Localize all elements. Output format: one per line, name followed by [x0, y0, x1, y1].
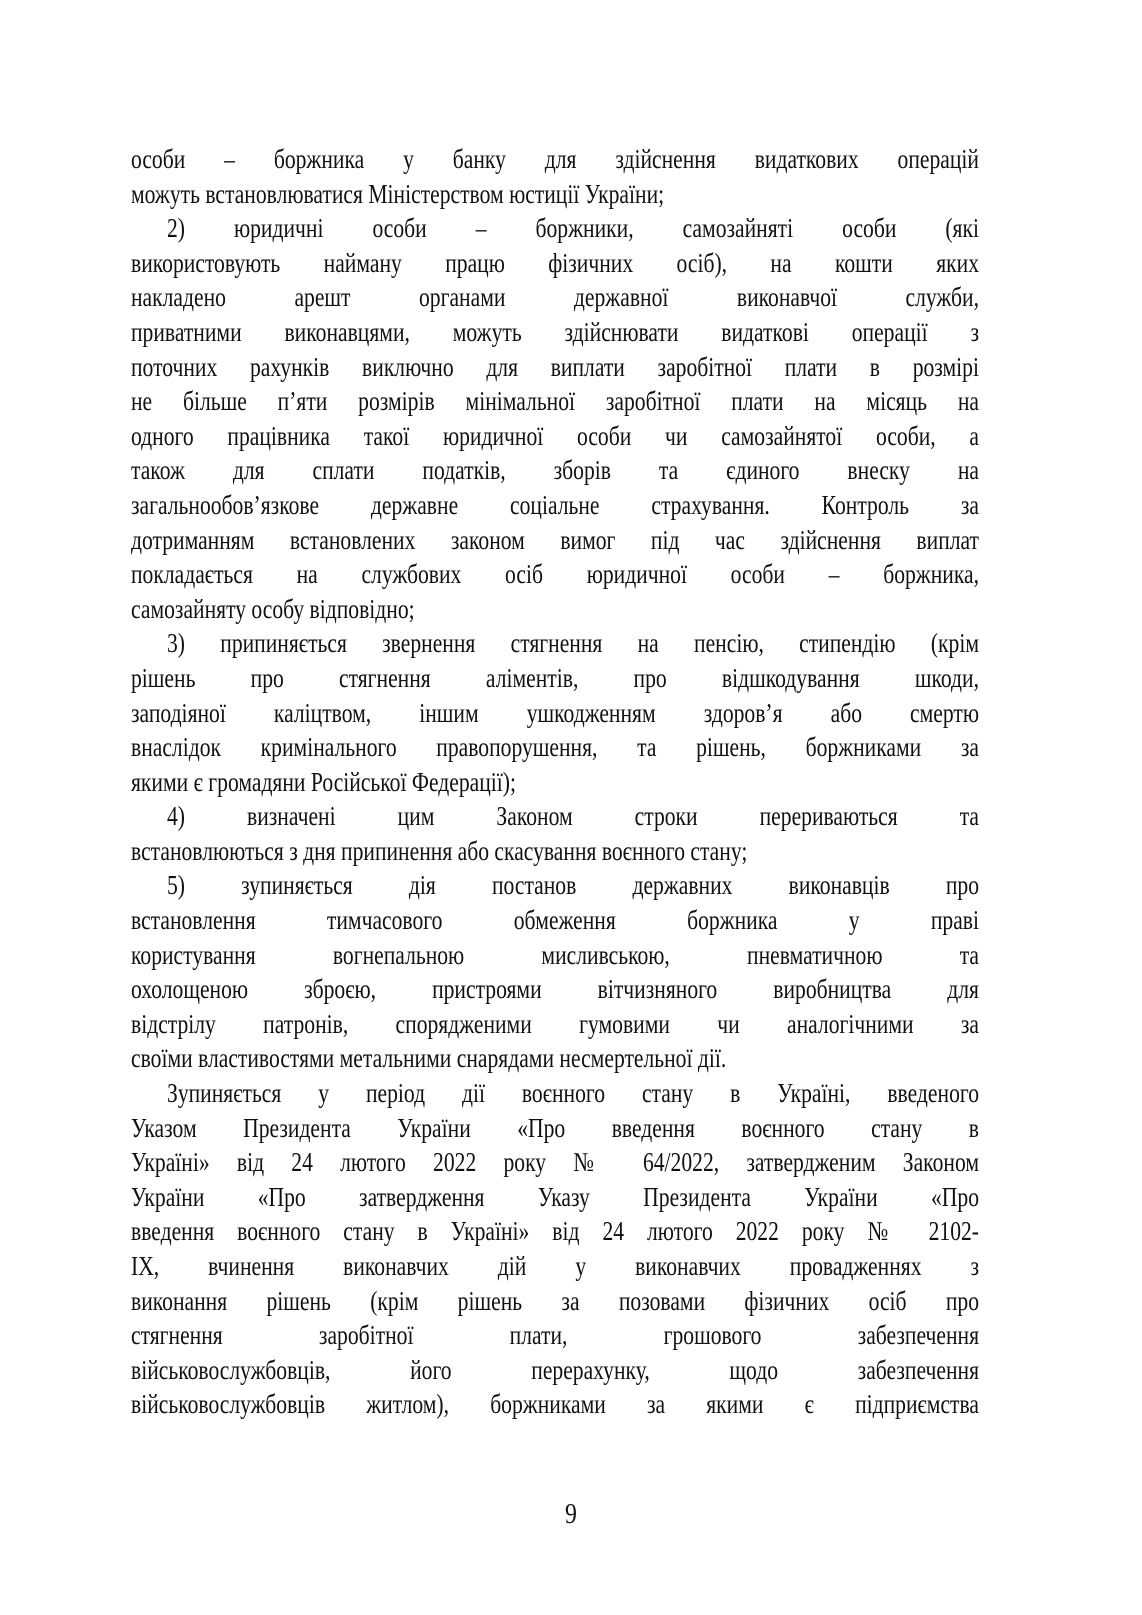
text-line-content: 3) припиняється звернення стягнення на пенсію, стипендію (крім — [167, 628, 979, 659]
text-line — [131, 1284, 979, 1319]
text-line-content: використовують найману працю фізичних осіб), на кошти яких — [131, 247, 979, 278]
text-line-content: дотриманням встановлених законом вимог під час здійснення виплат — [131, 524, 979, 555]
text-line — [131, 453, 979, 488]
text-line-content: України «Про затвердження Указу Президента України «Про — [131, 1181, 979, 1212]
text-line — [131, 177, 979, 212]
text-line — [131, 834, 979, 869]
text-line — [131, 315, 979, 350]
text-line — [131, 280, 979, 315]
text-line-content: одного працівника такої юридичної особи чи самозайнятої особи, а — [131, 420, 979, 451]
text-line — [131, 557, 979, 592]
text-line — [131, 1076, 979, 1111]
text-line — [131, 696, 979, 731]
text-line-content: заподіяної каліцтвом, іншим ушкодженням здоров’я або смертю — [131, 697, 979, 728]
text-line — [131, 246, 979, 281]
text-line-content: особи – боржника у банку для здійснення видаткових операцій — [131, 144, 979, 174]
text-line — [131, 1145, 979, 1180]
text-line — [131, 1041, 979, 1076]
text-line — [131, 730, 979, 765]
text-line-content: не більше п’яти розмірів мінімальної заробітної плати на місяць на — [131, 386, 979, 417]
text-line-content: якими є громадяни Російської Федерації); — [131, 766, 516, 797]
text-line — [131, 765, 979, 800]
text-line-content: виконання рішень (крім рішень за позовами фізичних осіб про — [131, 1285, 979, 1316]
text-line — [131, 868, 979, 903]
body-text — [131, 142, 979, 1422]
text-line — [131, 1387, 979, 1422]
text-line-content: військовослужбовців житлом), боржниками за якими є підприємства — [131, 1389, 979, 1420]
text-line — [131, 350, 979, 385]
text-line-content: покладається на службових осіб юридичної особи – боржника, — [131, 559, 979, 590]
text-line — [131, 1111, 979, 1146]
text-line — [131, 1007, 979, 1042]
text-line-content: поточних рахунків виключно для виплати заробітної плати в розмірі — [131, 351, 979, 382]
text-line-content: загальнообов’язкове державне соціальне страхування. Контроль за — [131, 489, 979, 520]
text-line-content: рішень про стягнення аліментів, про відшкодування шкоди, — [131, 662, 979, 693]
text-line — [131, 1214, 979, 1249]
text-line-content: встановлення тимчасового обмеження боржника у праві — [131, 905, 979, 936]
text-line — [131, 488, 979, 523]
text-line-content: Україні» від 24 лютого 2022 року № 64/2022, затвердженим Законом — [131, 1147, 979, 1178]
text-line — [131, 1353, 979, 1388]
text-line-content: внаслідок кримінального правопорушення, та рішень, боржниками за — [131, 732, 979, 763]
text-line-content: накладено арешт органами державної виконавчої служби, — [131, 282, 979, 313]
text-line — [131, 592, 979, 627]
text-line-content: 5) зупиняється дія постанов державних виконавців про — [167, 870, 979, 901]
text-line-content: Указом Президента України «Про введення воєнного стану в — [131, 1112, 979, 1143]
text-line — [131, 419, 979, 454]
text-line-content: IX, вчинення виконавчих дій у виконавчих провадженнях з — [131, 1251, 979, 1281]
text-line — [131, 799, 979, 834]
text-line — [131, 972, 979, 1007]
text-line-content: стягнення заробітної плати, грошового забезпечення — [131, 1320, 979, 1351]
text-line-content: військовослужбовців, його перерахунку, щодо забезпечення — [131, 1354, 979, 1385]
text-line — [131, 626, 979, 661]
text-line-content: відстрілу патронів, спорядженими гумовими чи аналогічними за — [131, 1008, 979, 1039]
text-line-content: 4) визначені цим Законом строки перериваються та — [167, 801, 979, 832]
text-line-content: охолощеною зброєю, пристроями вітчизняного виробництва для — [131, 974, 979, 1005]
text-line — [131, 938, 979, 973]
text-line — [131, 384, 979, 419]
text-line-content: приватними виконавцями, можуть здійснювати видаткові операції з — [131, 316, 979, 347]
text-line-content: самозайняту особу відповідно; — [131, 593, 415, 624]
text-line-content: також для сплати податків, зборів та єдиного внеску на — [131, 455, 979, 486]
text-line — [131, 903, 979, 938]
text-line — [131, 142, 979, 177]
text-line — [131, 211, 979, 246]
text-line — [131, 1249, 979, 1284]
text-line-content: своїми властивостями метальними снарядами несмертельної дії. — [131, 1043, 727, 1074]
page-number-label: 9 — [565, 1499, 577, 1530]
text-line-content: встановлюються з дня припинення або скасування воєнного стану; — [131, 835, 748, 866]
text-line-content: 2) юридичні особи – боржники, самозайняті особи (які — [167, 213, 979, 244]
text-line — [131, 661, 979, 696]
page-number — [0, 1498, 1142, 1532]
text-line-content: можуть встановлюватися Міністерством юстиції України; — [131, 178, 665, 209]
text-line-content: користування вогнепальною мисливською, пневматичною та — [131, 939, 979, 970]
text-line — [131, 1180, 979, 1215]
text-line — [131, 523, 979, 558]
text-line-content: Зупиняється у період дії воєнного стану в Україні, введеного — [167, 1078, 979, 1109]
text-line-content: введення воєнного стану в Україні» від 24 лютого 2022 року № 2102- — [131, 1216, 979, 1247]
text-line — [131, 1318, 979, 1353]
